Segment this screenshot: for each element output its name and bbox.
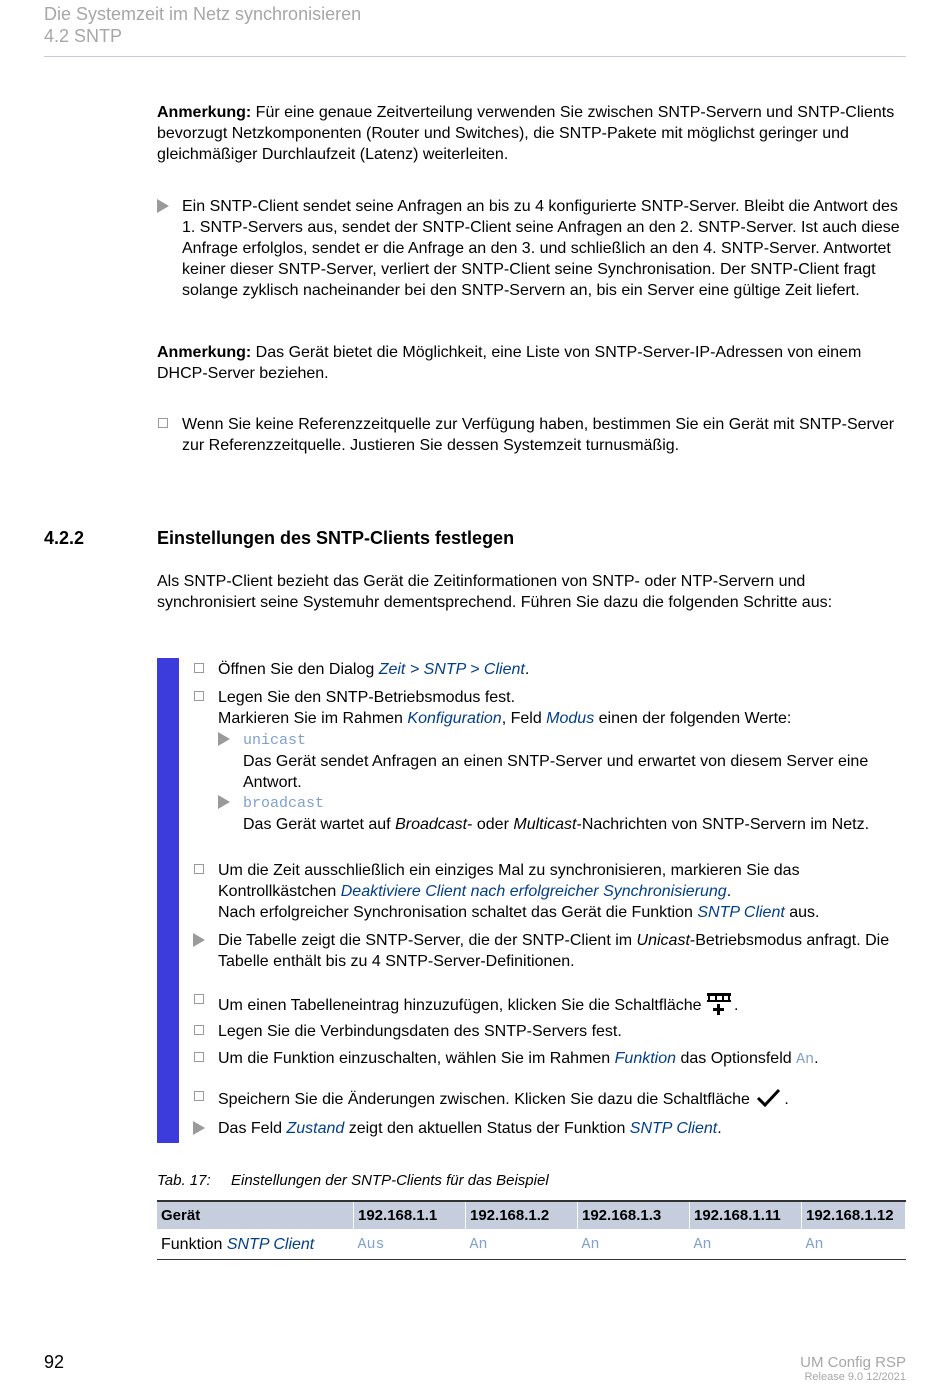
step-text: . (734, 997, 739, 1014)
table-header-cell: 192.168.1.11 (690, 1201, 802, 1229)
function-name: SNTP Client (697, 904, 785, 921)
caption-label: Tab. 17: (157, 1172, 211, 1189)
option-triangle-icon (218, 732, 230, 746)
step-add-entry (193, 990, 903, 1016)
step-text: Um die Funktion einzuschalten, wählen Sie im Rahmen (218, 1050, 615, 1067)
page-number: 92 (44, 1352, 65, 1372)
step-reference-source (157, 414, 907, 456)
header-chapter: Die Systemzeit im Netz synchronisieren (44, 4, 362, 24)
step-text: Markieren Sie im Rahmen (218, 710, 408, 727)
header-rule (44, 56, 906, 57)
step-text: , Feld (501, 710, 547, 727)
step-text: einen der folgenden Werte: (594, 710, 792, 727)
option-emphasis: Broadcast (395, 816, 468, 833)
frame-name: Funktion (614, 1050, 677, 1067)
section-title: Einstellungen des SNTP-Clients festlegen (157, 528, 515, 548)
option-value: An (796, 1051, 815, 1068)
checkbox-icon (194, 1052, 204, 1062)
settings-table (157, 1200, 906, 1260)
result-text: -Betriebsmodus anfragt. Die Tabelle enthält bis zu 4 SNTP-Server-Definitionen. (218, 932, 890, 970)
result-status-field (193, 1118, 903, 1139)
checkbox-icon (194, 864, 204, 874)
note-text: Für eine genaue Zeitverteilung verwenden Sie zwischen SNTP-Servern und SNTP-Clients bevorzugt Netzkomponenten (Router und Switches), die SNTP-Pakete mit möglichst geringer und gleichmäßiger Durchlaufzeit (Latenz) weiterleiten. (157, 104, 895, 163)
footer-release: Release 9.0 12/2021 (804, 1371, 906, 1383)
result-table-servers (193, 930, 903, 972)
option-triangle-icon (218, 795, 230, 809)
step-text: Speichern Sie die Änderungen zwischen. Klicken Sie dazu die Schaltfläche (218, 1091, 755, 1108)
row-label-text: Funktion (161, 1235, 227, 1253)
step-enable-function (193, 1048, 903, 1070)
step-text: . (814, 1050, 819, 1067)
table-header-cell: 192.168.1.1 (354, 1201, 466, 1229)
note-label: Anmerkung: (157, 104, 252, 121)
step-text: Um einen Tabelleneintrag hinzuzufügen, klicken Sie die Schaltfläche (218, 997, 707, 1014)
option-unicast (218, 729, 898, 793)
note-dhcp (157, 342, 907, 384)
checkbox-icon (158, 418, 168, 428)
table-cell (466, 1229, 578, 1260)
table-caption (157, 1170, 549, 1191)
cell-value: An (805, 1236, 824, 1253)
step-sync-once (193, 860, 903, 923)
checkbox-icon (194, 1091, 204, 1101)
step-set-mode (193, 687, 903, 729)
option-value: broadcast (243, 795, 325, 812)
option-value: unicast (243, 732, 307, 749)
frame-name: Konfiguration (407, 710, 502, 727)
step-save-changes (193, 1087, 903, 1110)
step-text: Legen Sie die Verbindungsdaten des SNTP-Servers fest. (218, 1023, 622, 1040)
result-text: Das Feld (218, 1120, 287, 1137)
result-text: . (717, 1120, 722, 1137)
step-text: . (784, 1091, 789, 1108)
step-connection-data (193, 1021, 903, 1042)
table-header-cell: 192.168.1.2 (466, 1201, 578, 1229)
function-name: SNTP Client (629, 1120, 718, 1137)
header-section: 4.2 SNTP (44, 26, 123, 46)
step-text: aus. (784, 904, 820, 921)
note-label: Anmerkung: (157, 344, 252, 361)
option-emphasis: Multicast (513, 816, 577, 833)
step-text: das Optionsfeld (676, 1050, 797, 1067)
step-text: . (726, 883, 732, 900)
result-text: zeigt den aktuellen Status der Funktion (344, 1120, 630, 1137)
note-text: Das Gerät bietet die Möglichkeit, eine Liste von SNTP-Server-IP-Adressen von einem DHCP-Server beziehen. (157, 344, 862, 382)
table-header-cell: 192.168.1.3 (578, 1201, 690, 1229)
option-description: - oder (467, 816, 514, 833)
procedure-bar (157, 658, 179, 1143)
result-text: Die Tabelle zeigt die SNTP-Server, die der SNTP-Client im (218, 932, 637, 949)
step-text: Wenn Sie keine Referenzzeitquelle zur Verfügung haben, bestimmen Sie ein Gerät mit SNTP-Server zur Referenzzeitquelle. Justieren Sie dessen Systemzeit turnusmäßig. (182, 416, 895, 454)
step-open-dialog (193, 659, 903, 680)
option-description: Das Gerät sendet Anfragen an einen SNTP-Server und erwartet von diesem Server eine Antwort. (243, 753, 869, 791)
result-triangle-icon (193, 933, 205, 947)
table-cell (690, 1229, 802, 1260)
table-header-cell: 192.168.1.12 (802, 1201, 906, 1229)
option-description: Das Gerät wartet auf (243, 816, 396, 833)
cell-value: Aus (357, 1236, 385, 1253)
section-number: 4.2.2 (44, 528, 85, 548)
dialog-path: Zeit > SNTP > Client (378, 661, 525, 678)
cell-value: An (693, 1236, 712, 1253)
field-name: Modus (546, 710, 595, 727)
checkbox-icon (194, 994, 204, 1004)
field-name: Zustand (286, 1120, 345, 1137)
result-triangle-icon (193, 1121, 205, 1135)
table-header-row (157, 1201, 906, 1229)
result-emphasis: Unicast (636, 932, 690, 949)
table-cell (578, 1229, 690, 1260)
checkbox-name: Deaktiviere Client nach erfolgreicher Synchronisierung (340, 883, 727, 900)
step-text: . (524, 661, 530, 678)
option-description: -Nachrichten von SNTP-Servern im Netz. (576, 816, 870, 833)
result-text: Ein SNTP-Client sendet seine Anfragen an bis zu 4 konfigurierte SNTP-Server. Bleibt die Antwort des 1. SNTP-Servers aus, sendet der SNTP-Client seine Anfragen an den 2. SNTP-Server. Ist auch diese Anfrage erfolglos, sendet er die Anfrage an den 3. und schließlich an den 4. SNTP-Server. Antwortet keiner dieser SNTP-Server, verliert der SNTP-Client seine Synchronisation. Der SNTP-Client fragt solange zyklisch nacheinander bei den SNTP-Servern an, bis ein Server eine gültige Zeit liefert. (182, 198, 900, 299)
result-failover (157, 196, 907, 301)
table-row-label (157, 1229, 354, 1260)
table-cell (802, 1229, 906, 1260)
cell-value: An (581, 1236, 600, 1253)
option-broadcast (218, 792, 898, 835)
table-row (157, 1229, 906, 1260)
footer-doc-title: UM Config RSP (800, 1354, 906, 1371)
cell-value: An (469, 1236, 488, 1253)
caption-text: Einstellungen der SNTP-Clients für das Beispiel (231, 1172, 549, 1189)
table-header-cell: Gerät (157, 1201, 354, 1229)
checkmark-icon (754, 1087, 784, 1109)
step-text: Legen Sie den SNTP-Betriebsmodus fest. (218, 689, 516, 706)
result-triangle-icon (157, 199, 169, 213)
checkbox-icon (194, 1025, 204, 1035)
table-cell (354, 1229, 466, 1260)
add-table-entry-icon (706, 990, 734, 1016)
checkbox-icon (194, 663, 204, 673)
section-intro: Als SNTP-Client bezieht das Gerät die Zeitinformationen von SNTP- oder NTP-Servern und synchronisiert seine Systemuhr dementsprechend. Führen Sie dazu die folgenden Schritte aus: (157, 573, 833, 611)
function-name: SNTP Client (226, 1235, 315, 1253)
step-text: Nach erfolgreicher Synchronisation schaltet das Gerät die Funktion (218, 904, 698, 921)
step-text: Öffnen Sie den Dialog (218, 661, 379, 678)
step-text: Um die Zeit ausschließlich ein einziges Mal zu synchronisieren, markieren Sie das Kontrollkästchen (218, 862, 800, 900)
checkbox-icon (194, 691, 204, 701)
note-latency (157, 102, 907, 165)
